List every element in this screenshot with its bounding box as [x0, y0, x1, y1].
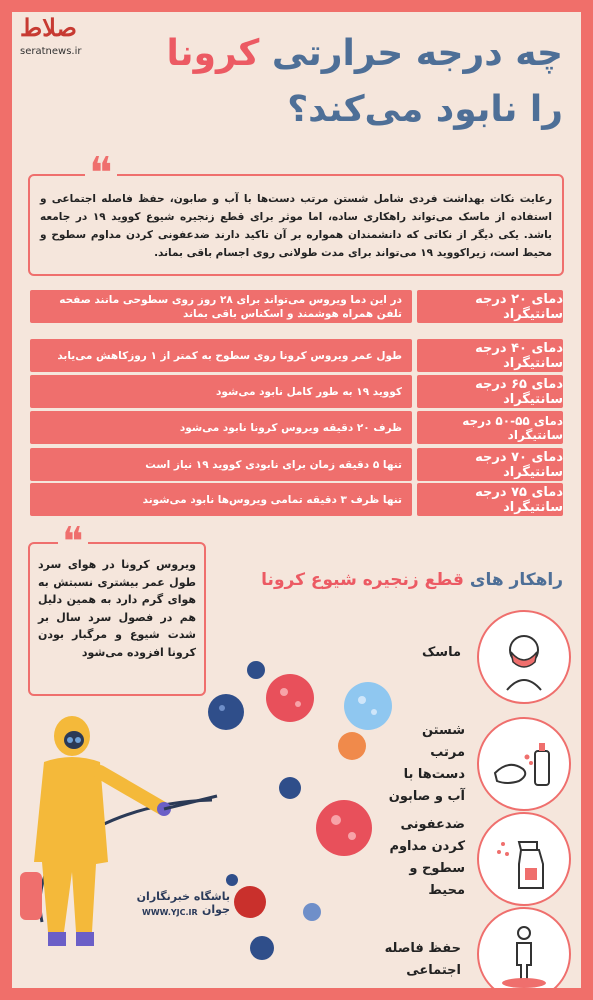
infographic — [12, 12, 581, 988]
temperature-desc: تنها ظرف ۳ دقیقه تمامی ویروس‌ها نابود می‌شوند — [30, 483, 412, 516]
strategy-label: ضدعفونی کردن مداوم سطوح و محیط — [389, 817, 465, 898]
temperature-row — [30, 339, 563, 372]
brand-url: WWW.YJC.IR — [142, 908, 198, 917]
temperature-row — [30, 483, 563, 516]
title-accent: کرونا — [166, 33, 260, 74]
virus-icon — [247, 661, 265, 679]
temperature-label: دمای ۵۵-۵۰ درجه سانتیگراد — [417, 411, 563, 444]
site-url: seratnews.ir — [20, 46, 82, 57]
temperature-desc: ظرف ۲۰ دقیقه ویروس کرونا نابود می‌شود — [30, 411, 412, 444]
temperature-label: دمای ۷۵ درجه سانتیگراد — [417, 483, 563, 516]
temperature-label: دمای ۴۰ درجه سانتیگراد — [417, 339, 563, 372]
quote-icon: ❝ — [85, 154, 117, 194]
temperature-row — [30, 411, 563, 444]
yjc-brand[interactable] — [130, 884, 270, 928]
temperature-row — [30, 290, 563, 323]
temperature-label: دمای ۷۰ درجه سانتیگراد — [417, 448, 563, 481]
strategy-label: حفظ فاصله اجتماعی — [384, 941, 461, 978]
virus-icon — [344, 682, 392, 730]
strategies-title-b: قطع زنجیره شیوع کرونا — [261, 570, 464, 590]
temperature-row — [30, 448, 563, 481]
virus-icon — [266, 674, 314, 722]
brand-name: باشگاه خبرنگاران جوان — [136, 890, 230, 916]
handwash-icon — [477, 717, 571, 811]
intro-text: رعایت نکات بهداشت فردی شامل شستن مرتب دست‌ها با آب و صابون، حفظ فاصله اجتماعی و استفاده از ماسک می‌تواند راهکاری ساده، اما موثر برای قطع زنجیره شیوع کووید ۱۹ در جامعه باشد. یکی دیگر از نکاتی که دانشمندان همواره بر آن تاکید دارند ضدعفونی کردن مداوم سطوح و محیط است، زیراکووید ۱۹ می‌تواند برای مدت طولانی روی اجسام باقی بماند. — [40, 193, 552, 259]
brand-logo-icon — [234, 886, 266, 918]
virus-icon — [338, 732, 366, 760]
temperature-label: دمای ۶۵ درجه سانتیگراد — [417, 375, 563, 408]
temperature-desc: تنها ۵ دقیقه زمان برای نابودی کووید ۱۹ نیاز است — [30, 448, 412, 481]
temperature-desc: در این دما ویروس می‌تواند برای ۲۸ روز روی سطوحی مانند صفحه تلفن همراه هوشمند و اسکناس باقی بماند — [30, 290, 412, 323]
distance-icon — [477, 907, 571, 988]
page-title — [143, 26, 563, 138]
strategies-title — [261, 570, 563, 590]
temperature-row — [30, 375, 563, 408]
strategy-label: ماسک — [421, 645, 461, 660]
site-logo[interactable] — [20, 13, 110, 60]
logo-mark: صلاط — [20, 13, 77, 42]
mask-icon — [477, 610, 571, 704]
virus-icon — [316, 800, 372, 856]
virus-icon — [279, 777, 301, 799]
temperature-desc: کووید ۱۹ به طور کامل نابود می‌شود — [30, 375, 412, 408]
intro-quote-box — [28, 148, 564, 276]
temperature-label: دمای ۲۰ درجه سانتیگراد — [417, 290, 563, 323]
title-part-1: چه درجه حرارتی — [271, 33, 563, 74]
virus-icon — [250, 936, 274, 960]
disinfection-illustration — [12, 612, 412, 988]
note-text: ویروس کرونا در هوای سرد طول عمر بیشتری نسبتش به هوای گرم دارد به همین دلیل هم در فصول سرد سال بر شدت شیوع و مرگبار بودن کرونا افزوده می‌شود — [38, 558, 196, 659]
virus-icon — [303, 903, 321, 921]
virus-icon — [208, 694, 244, 730]
strategies-title-a: راهکار های — [469, 570, 563, 590]
title-line-2: را نابود می‌کند؟ — [287, 89, 563, 130]
strategy-label: شستن مرتب دست‌ها با آب و صابون — [388, 723, 465, 804]
temperature-desc: طول عمر ویروس کرونا روی سطوح به کمتر از ۱ روزکاهش می‌یابد — [30, 339, 412, 372]
quote-icon: ❝ — [58, 524, 88, 560]
spray-icon — [477, 812, 571, 906]
